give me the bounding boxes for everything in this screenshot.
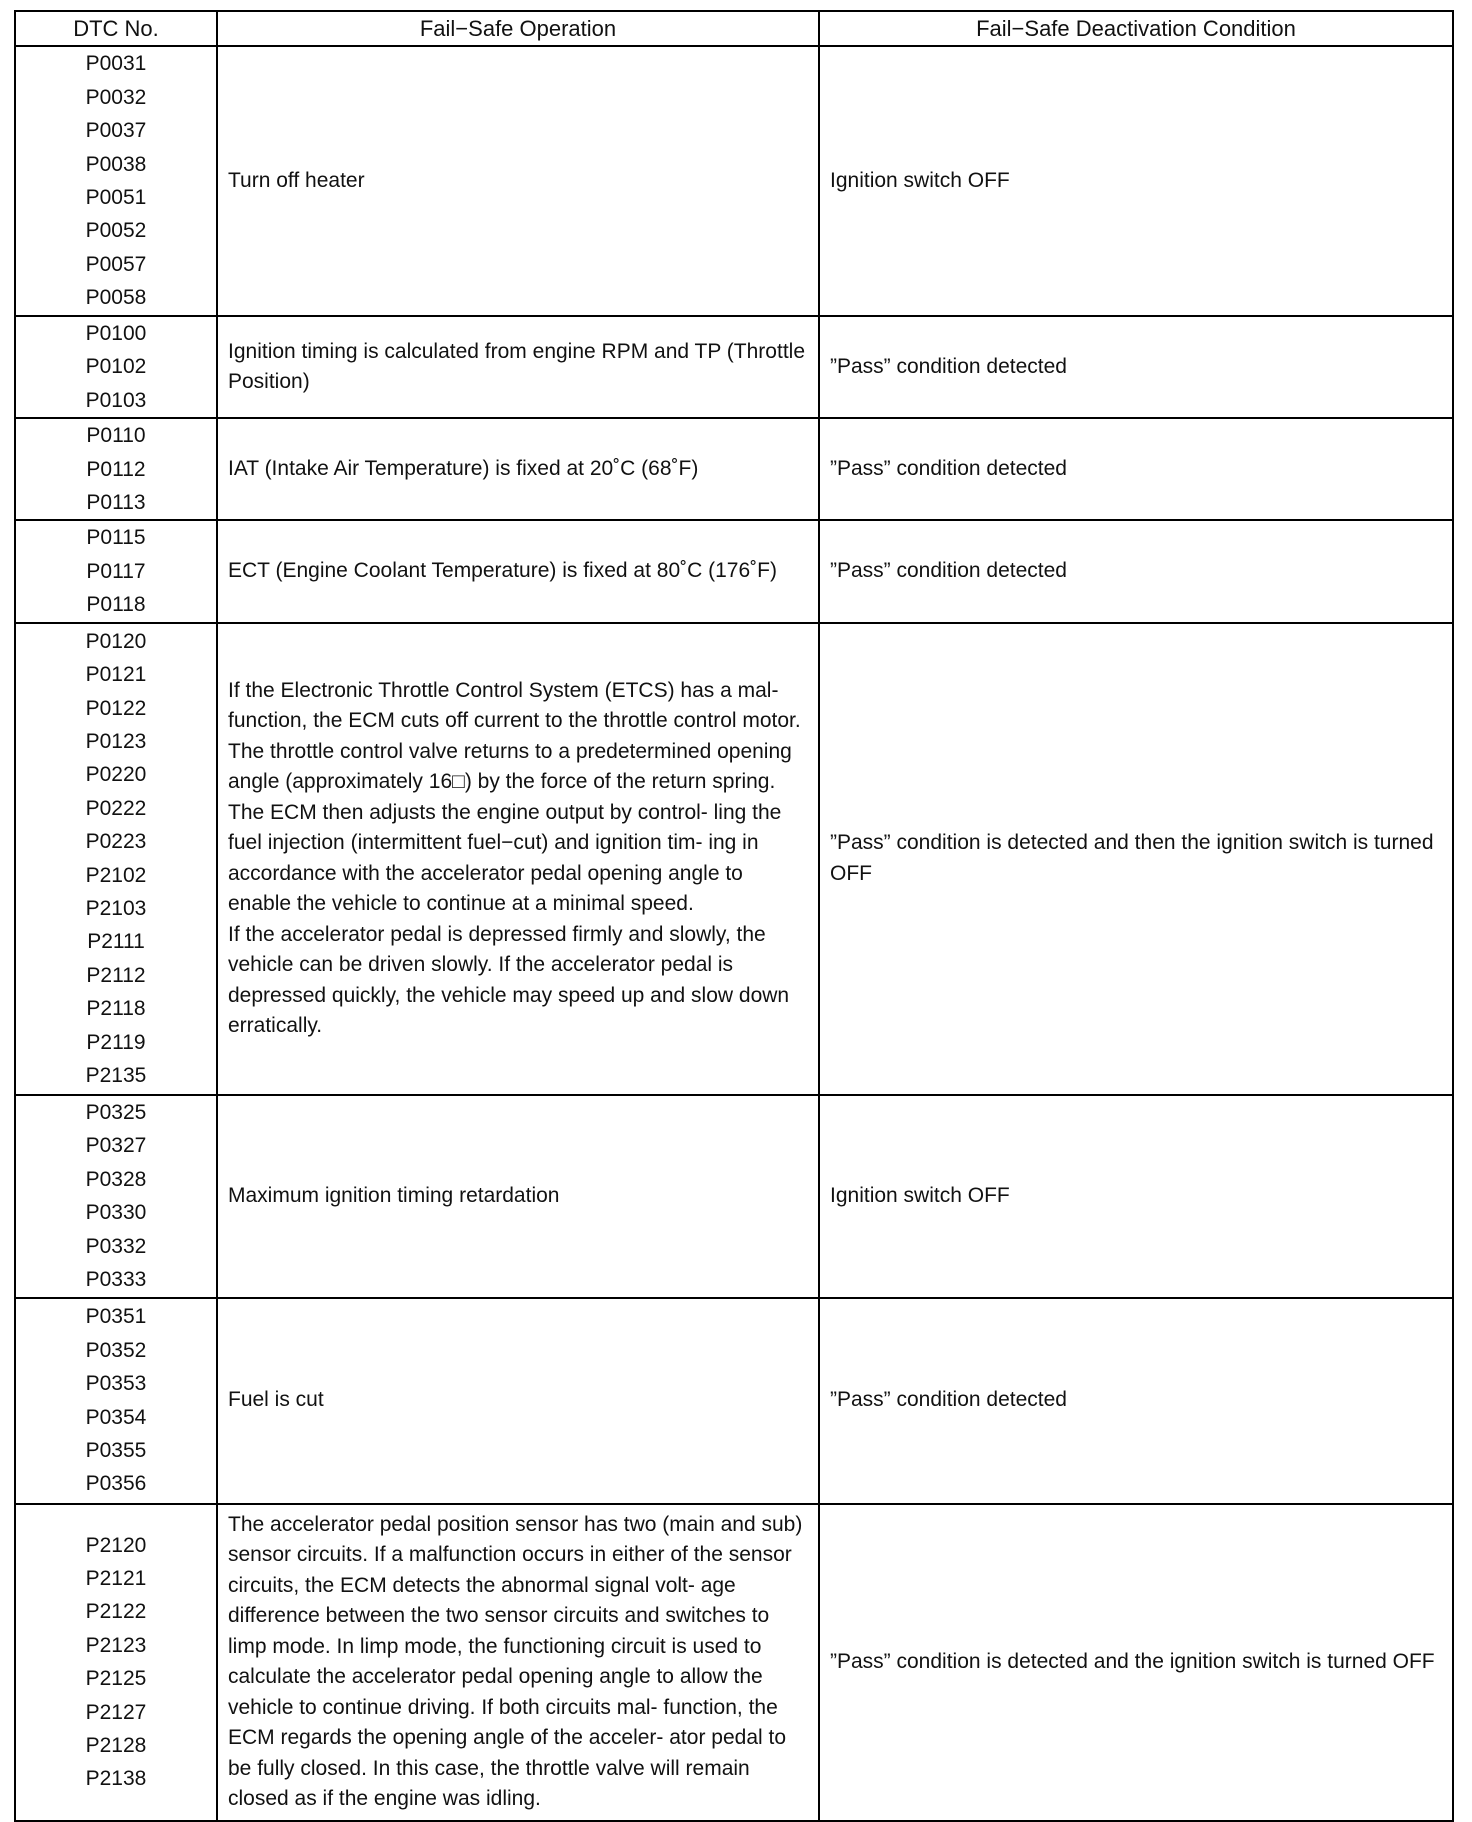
dtc-code: P0038 — [85, 152, 147, 176]
dtc-codes-cell — [15, 316, 217, 418]
deactivation-condition-cell: ”Pass” condition detected — [819, 1298, 1453, 1504]
dtc-codes-cell — [15, 623, 217, 1095]
operation-text: Ignition timing is calculated from engine RPM and TP (Throttle Position) — [228, 339, 805, 394]
operation-text: IAT (Intake Air Temperature) is fixed at 20˚C (68˚F) — [228, 457, 699, 481]
dtc-code: P0113 — [86, 491, 146, 515]
dtc-codes-cell — [15, 520, 217, 622]
dtc-code: P2135 — [85, 1064, 147, 1088]
dtc-code: P0100 — [85, 322, 147, 345]
operation-text: If the Electronic Throttle Control System (ETCS) has a mal- function, the ECM cuts off current to the throttle control motor. The throttle control valve returns to a predetermined opening angle (approximately 16□) by the force of the return spring. The ECM then adjusts the engine output by control- ling the fuel injection (intermittent fuel−cut) and ignition tim- ing in accordance with the accelerator pedal opening angle to enable the vehicle to continue at a minimal speed. — [228, 678, 801, 916]
dtc-codes-cell — [15, 46, 217, 316]
operation-text: Fuel is cut — [228, 1388, 324, 1412]
dtc-code: P2122 — [85, 1600, 147, 1624]
fail-safe-operation-cell — [217, 1298, 819, 1504]
fail-safe-operation-cell — [217, 623, 819, 1095]
operation-text: Turn off heater — [228, 168, 365, 192]
dtc-code: P0051 — [85, 186, 147, 209]
table-row — [15, 316, 1453, 418]
deactivation-condition-cell: Ignition switch OFF — [819, 1095, 1453, 1298]
dtc-code: P0351 — [85, 1305, 147, 1329]
table-row — [15, 1298, 1453, 1504]
fail-safe-operation-cell — [217, 46, 819, 316]
dtc-code: P0057 — [85, 252, 147, 276]
dtc-code: P2119 — [86, 1030, 146, 1054]
deactivation-condition-cell: ”Pass” condition is detected and then the ignition switch is turned OFF — [819, 623, 1453, 1095]
dtc-code: P0354 — [85, 1405, 147, 1429]
header-dtc-no: DTC No. — [15, 11, 217, 46]
dtc-code: P0058 — [85, 286, 147, 310]
dtc-code: P2118 — [86, 997, 146, 1021]
dtc-code: P0332 — [85, 1234, 147, 1258]
dtc-code: P0032 — [85, 85, 147, 109]
fail-safe-operation-cell — [217, 1095, 819, 1298]
table-row — [15, 1504, 1453, 1821]
dtc-codes-cell — [15, 1095, 217, 1298]
dtc-code: P0122 — [85, 696, 147, 720]
fail-safe-operation-cell — [217, 520, 819, 622]
dtc-code: P0120 — [85, 629, 147, 653]
dtc-code: P2125 — [85, 1667, 147, 1691]
dtc-codes-cell — [15, 1298, 217, 1504]
dtc-code: P2121 — [85, 1566, 147, 1590]
dtc-code: P0333 — [85, 1267, 147, 1291]
dtc-code: P0356 — [85, 1472, 147, 1496]
dtc-code: P2120 — [85, 1533, 147, 1557]
deactivation-condition-cell: ”Pass” condition detected — [819, 520, 1453, 622]
operation-text: ECT (Engine Coolant Temperature) is fixed at 80˚C (176˚F) — [228, 559, 777, 583]
table-row — [15, 1095, 1453, 1298]
dtc-codes-cell — [15, 418, 217, 520]
fail-safe-table — [14, 10, 1454, 1822]
dtc-code: P0330 — [85, 1201, 147, 1225]
header-deactivation-condition: Fail−Safe Deactivation Condition — [819, 11, 1453, 46]
fail-safe-operation-cell — [217, 418, 819, 520]
dtc-code: P2112 — [86, 963, 146, 987]
dtc-code: P2111 — [87, 930, 145, 954]
deactivation-condition-cell: ”Pass” condition detected — [819, 418, 1453, 520]
table-row — [15, 46, 1453, 316]
dtc-code: P0222 — [85, 796, 147, 820]
dtc-code: P0121 — [85, 663, 147, 687]
dtc-code: P0353 — [85, 1372, 147, 1396]
dtc-code: P0031 — [85, 52, 147, 76]
table-row — [15, 520, 1453, 622]
dtc-code: P0325 — [85, 1100, 147, 1124]
dtc-code: P0352 — [85, 1338, 147, 1362]
dtc-code: P0223 — [85, 830, 147, 854]
dtc-code: P0103 — [85, 388, 147, 412]
dtc-code: P2127 — [85, 1700, 147, 1724]
dtc-code: P0220 — [85, 763, 147, 787]
dtc-code: P0052 — [85, 219, 147, 243]
table-row — [15, 418, 1453, 520]
fail-safe-document — [14, 10, 1452, 1822]
dtc-code: P2103 — [85, 897, 147, 921]
table-row — [15, 623, 1453, 1095]
deactivation-condition-cell: ”Pass” condition is detected and the ignition switch is turned OFF — [819, 1504, 1453, 1821]
dtc-code: P0117 — [86, 559, 146, 583]
dtc-code: P0327 — [85, 1134, 147, 1158]
dtc-code: P0355 — [85, 1439, 147, 1463]
dtc-codes-cell — [15, 1504, 217, 1821]
dtc-code: P0328 — [85, 1167, 147, 1191]
operation-text: Maximum ignition timing retardation — [228, 1183, 560, 1207]
deactivation-condition-cell: ”Pass” condition detected — [819, 316, 1453, 418]
dtc-code: P0112 — [86, 457, 146, 481]
operation-text: If the accelerator pedal is depressed firmly and slowly, the vehicle can be driven slowly. If the accelerator pedal is depressed quickly, the vehicle may speed up and slow down erratically. — [228, 922, 790, 1038]
dtc-code: P0115 — [86, 526, 146, 550]
dtc-code: P0110 — [86, 424, 146, 448]
deactivation-condition-cell: Ignition switch OFF — [819, 46, 1453, 316]
dtc-code: P0037 — [85, 119, 147, 143]
header-fail-safe-operation: Fail−Safe Operation — [217, 11, 819, 46]
operation-text: The accelerator pedal position sensor has two (main and sub) sensor circuits. If a malfunction occurs in either of the sensor circuits, the ECM detects the abnormal signal volt- age difference between the two sensor circuits and switches to limp mode. In limp mode, the functioning circuit is used to calculate the accelerator pedal opening angle to allow the vehicle to continue driving. If both circuits mal- function, the ECM regards the opening angle of the acceler- ator pedal to be fully closed. In this case, the throttle valve will remain closed as if the engine was idling. — [228, 1512, 803, 1811]
dtc-code: P2123 — [85, 1633, 147, 1657]
dtc-code: P2102 — [85, 863, 147, 887]
dtc-code: P2138 — [85, 1767, 147, 1791]
dtc-code: P0102 — [85, 355, 147, 379]
dtc-code: P0123 — [85, 730, 147, 754]
fail-safe-operation-cell — [217, 316, 819, 418]
dtc-code: P2128 — [85, 1733, 147, 1757]
fail-safe-operation-cell — [217, 1504, 819, 1821]
dtc-code: P0118 — [86, 593, 146, 617]
header-row — [15, 11, 1453, 46]
